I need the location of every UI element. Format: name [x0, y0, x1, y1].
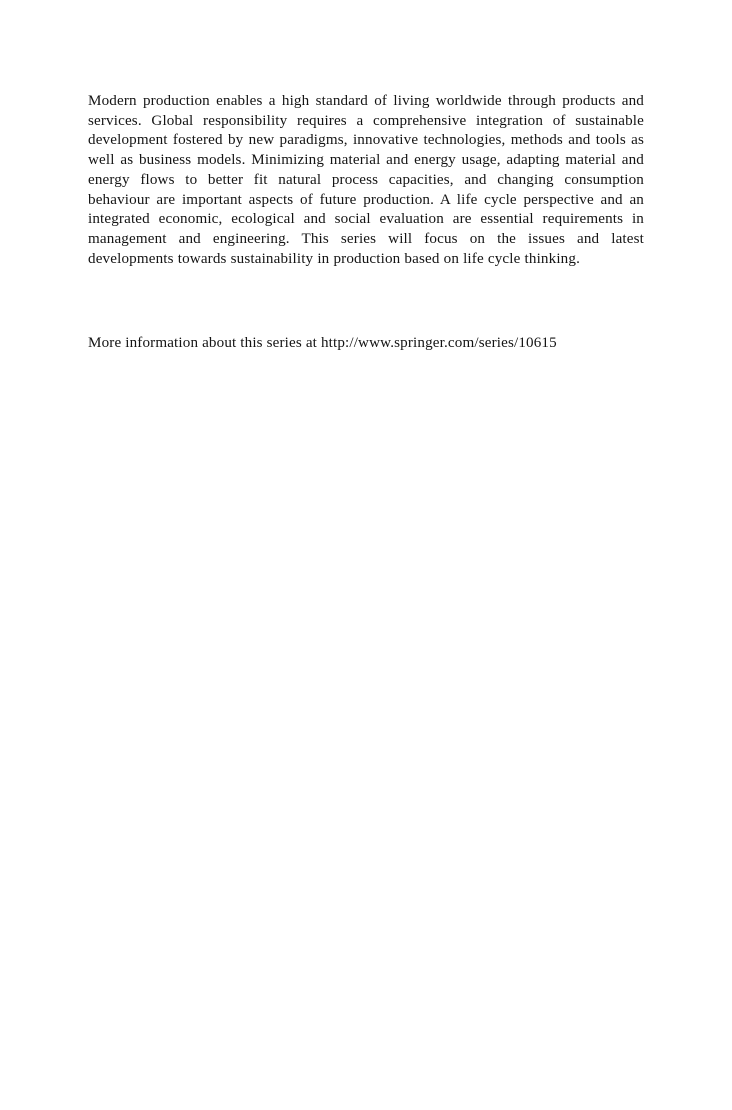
series-description-block — [88, 92, 644, 269]
more-information-line — [88, 334, 644, 354]
series-url-link[interactable]: http://www.springer.com/series/10615 — [320, 335, 557, 351]
series-description-paragraph: Modern production enables a high standard of living worldwide through products and services. Global responsibility requires a comprehensive integration of sustainable development fostered by new paradigms, innovative technologies, methods and tools as well as business models. Minimizing material and energy usage, adapting material and energy flows to better fit natural process capacities, and changing consumption behaviour are important aspects of future production. A life cycle perspective and an integrated economic, ecological and social evaluation are essential requirements in management and engineering. This series will focus on the issues and latest developments towards sustainability in production based on life cycle thinking. — [88, 93, 644, 267]
more-information-prefix: More information about this series at — [88, 335, 321, 351]
